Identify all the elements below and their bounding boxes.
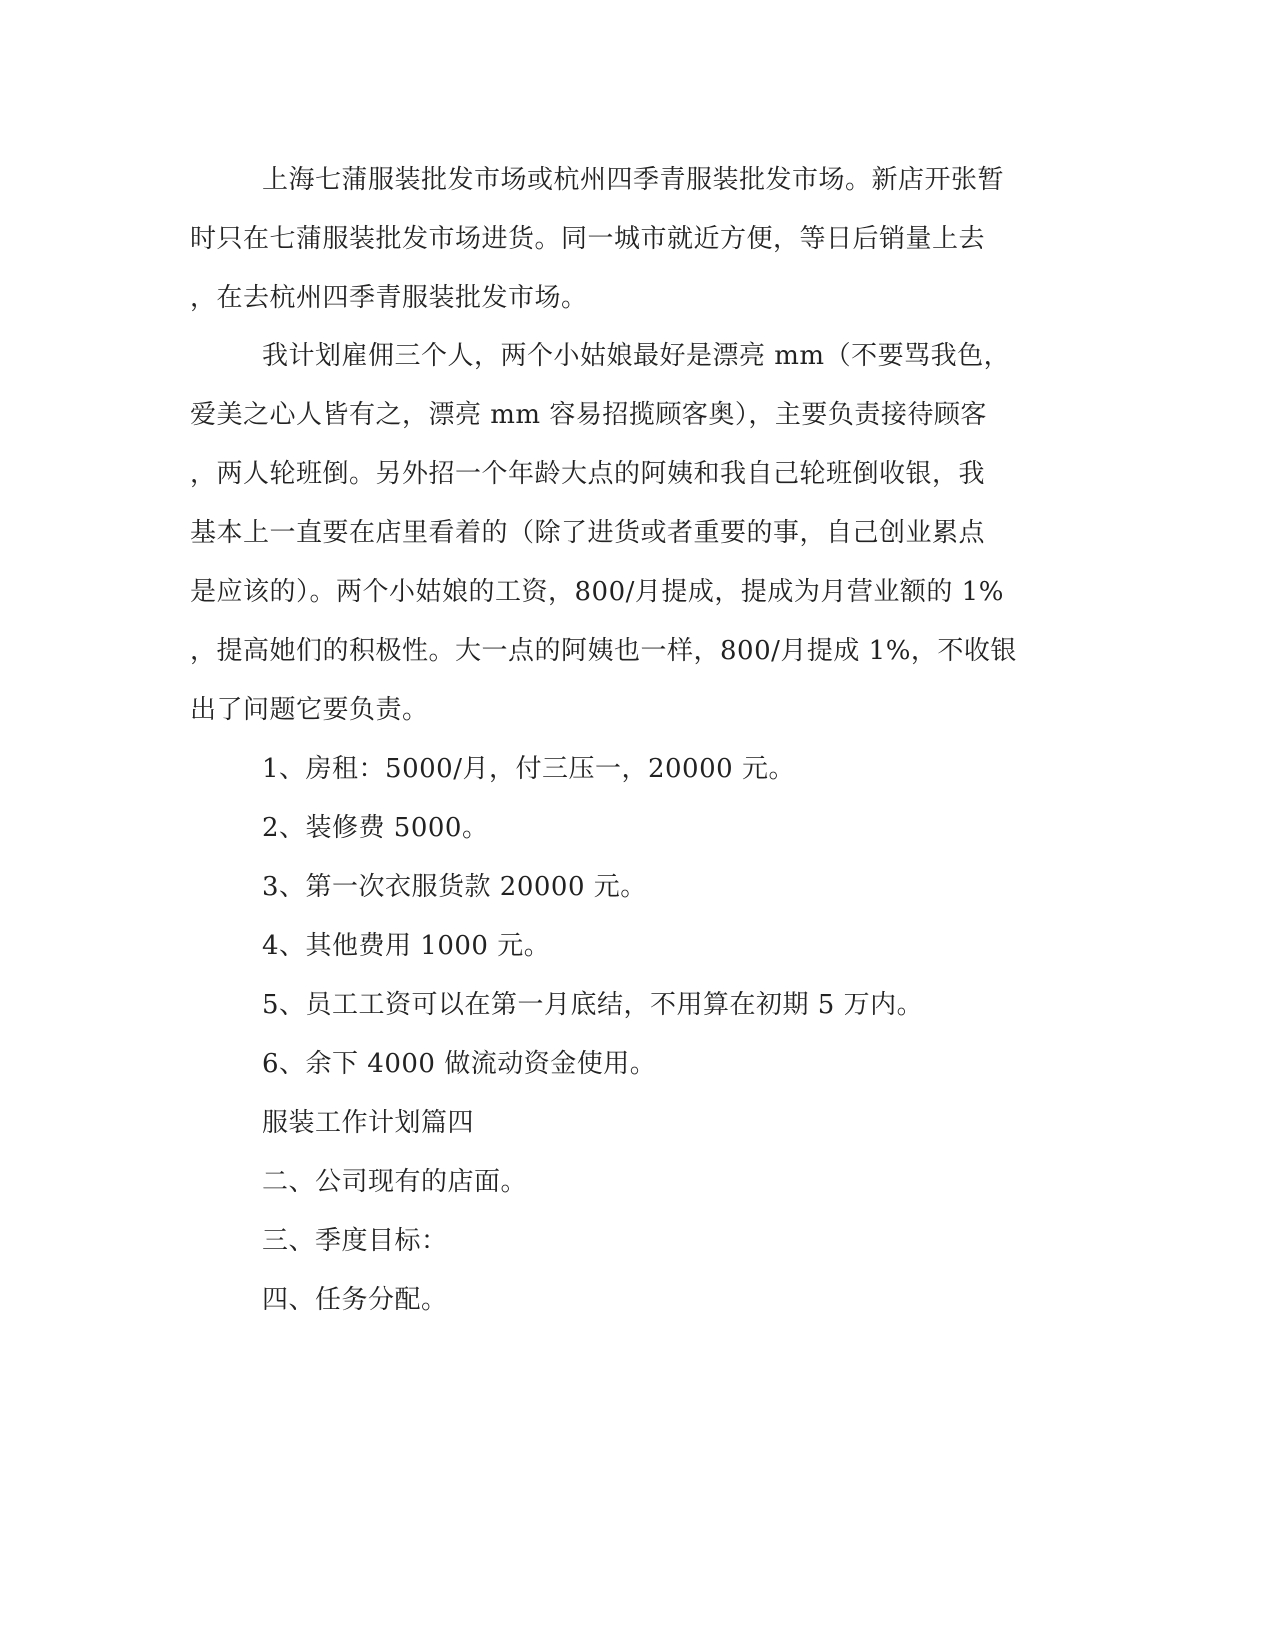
section-title: 服装工作计划篇四 [262, 1108, 475, 1138]
paragraph-2-line-2: 爱美之心人皆有之，漂亮 mm 容易招揽顾客奥），主要负责接待顾客 [190, 400, 987, 430]
outline-item-quarterly-goals: 三、季度目标： [262, 1226, 448, 1256]
paragraph-2-line-7: 出了问题它要负责。 [190, 695, 429, 725]
budget-item-rent: 1、房租：5000/月，付三压一，20000 元。 [262, 754, 795, 784]
outline-item-task-allocation: 四、任务分配。 [262, 1285, 448, 1315]
paragraph-1-line-3: ，在去杭州四季青服装批发市场。 [190, 283, 588, 313]
paragraph-1-line-2: 时只在七蒲服装批发市场进货。同一城市就近方便，等日后销量上去 [190, 224, 986, 254]
budget-item-renovation: 2、装修费 5000。 [262, 813, 489, 843]
budget-item-first-stock: 3、第一次衣服货款 20000 元。 [262, 872, 647, 902]
paragraph-2-line-4: 基本上一直要在店里看着的（除了进货或者重要的事，自己创业累点 [190, 518, 986, 548]
budget-item-salaries: 5、员工工资可以在第一月底结，不用算在初期 5 万内。 [262, 990, 924, 1020]
budget-item-other-costs: 4、其他费用 1000 元。 [262, 931, 551, 961]
outline-item-stores: 二、公司现有的店面。 [262, 1167, 528, 1197]
paragraph-2-line-1: 我计划雇佣三个人，两个小姑娘最好是漂亮 mm（不要骂我色， [262, 341, 1011, 371]
paragraph-2-line-3: ，两人轮班倒。另外招一个年龄大点的阿姨和我自己轮班倒收银，我 [190, 459, 986, 489]
paragraph-2-line-6: ，提高她们的积极性。大一点的阿姨也一样，800/月提成 1%，不收银 [190, 636, 1017, 666]
paragraph-2-line-5: 是应该的）。两个小姑娘的工资，800/月提成，提成为月营业额的 1% [190, 577, 1004, 607]
paragraph-1-line-1: 上海七蒲服装批发市场或杭州四季青服装批发市场。新店开张暂 [262, 165, 1005, 195]
budget-item-working-capital: 6、余下 4000 做流动资金使用。 [262, 1049, 657, 1079]
